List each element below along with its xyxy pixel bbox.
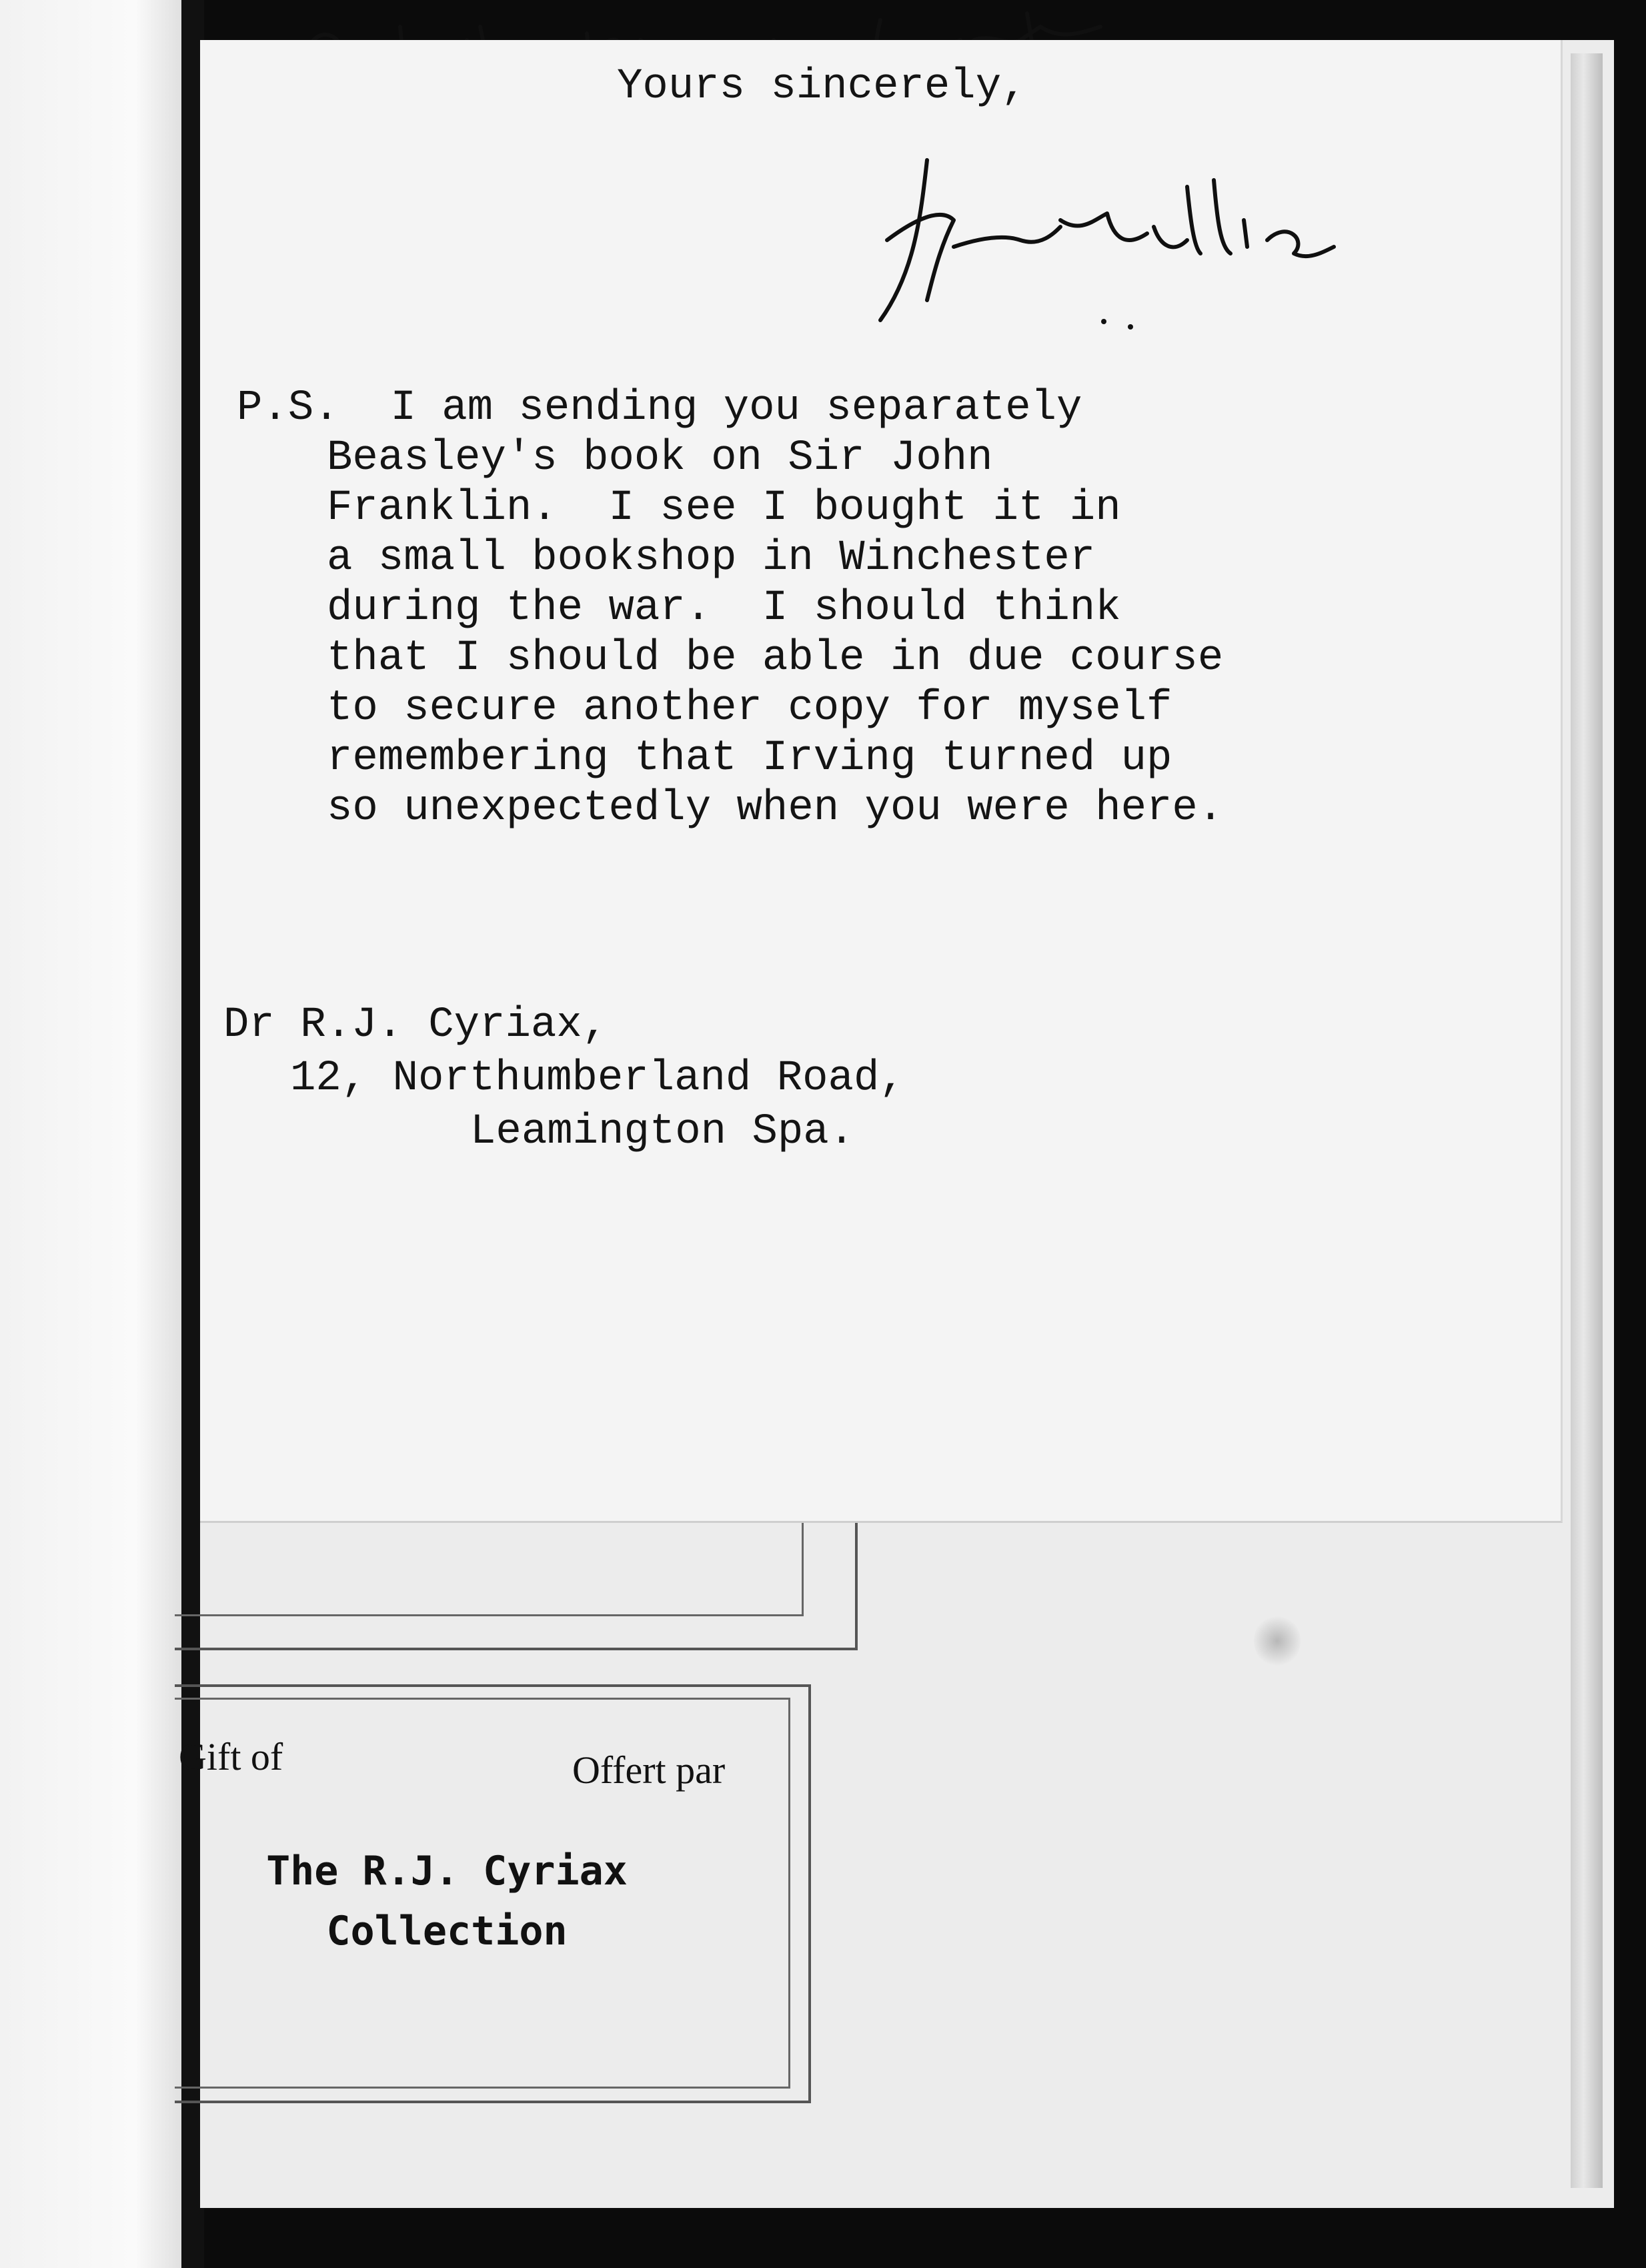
postscript-line: so unexpectedly when you were here.	[327, 784, 1224, 832]
signature	[840, 140, 1427, 340]
address-line: Dr R.J. Cyriax,	[223, 1001, 608, 1049]
postscript-line: a small bookshop in Winchester	[327, 534, 1096, 582]
address-line: 12, Northumberland Road,	[290, 1055, 905, 1103]
page-edge	[1571, 53, 1603, 2188]
postscript-line: remembering that Irving turned up	[327, 734, 1172, 782]
letter-closing: Yours sincerely,	[617, 63, 1027, 111]
bookplate-offert-par: Offert par	[572, 1748, 726, 1792]
postscript-line: that I should be able in due course	[327, 634, 1224, 682]
postscript-line: Franklin. I see I bought it in	[327, 484, 1121, 532]
postscript-line: P.S. I am sending you separately	[237, 384, 1082, 432]
paper-blemish	[1254, 1614, 1301, 1668]
bookplate-upper-frame-inner	[175, 1521, 804, 1616]
address-line: Leamington Spa.	[470, 1108, 855, 1156]
bookplate-title-line: Collection	[326, 1908, 568, 1954]
postscript-line: to secure another copy for myself	[327, 684, 1172, 732]
postscript-line: during the war. I should think	[327, 584, 1121, 632]
bookplate-title-line: The R.J. Cyriax	[266, 1848, 628, 1894]
left-page	[0, 0, 193, 2268]
bookplate-gift-of: Gift of	[179, 1735, 283, 1778]
postscript-line: Beasley's book on Sir John	[327, 434, 993, 482]
